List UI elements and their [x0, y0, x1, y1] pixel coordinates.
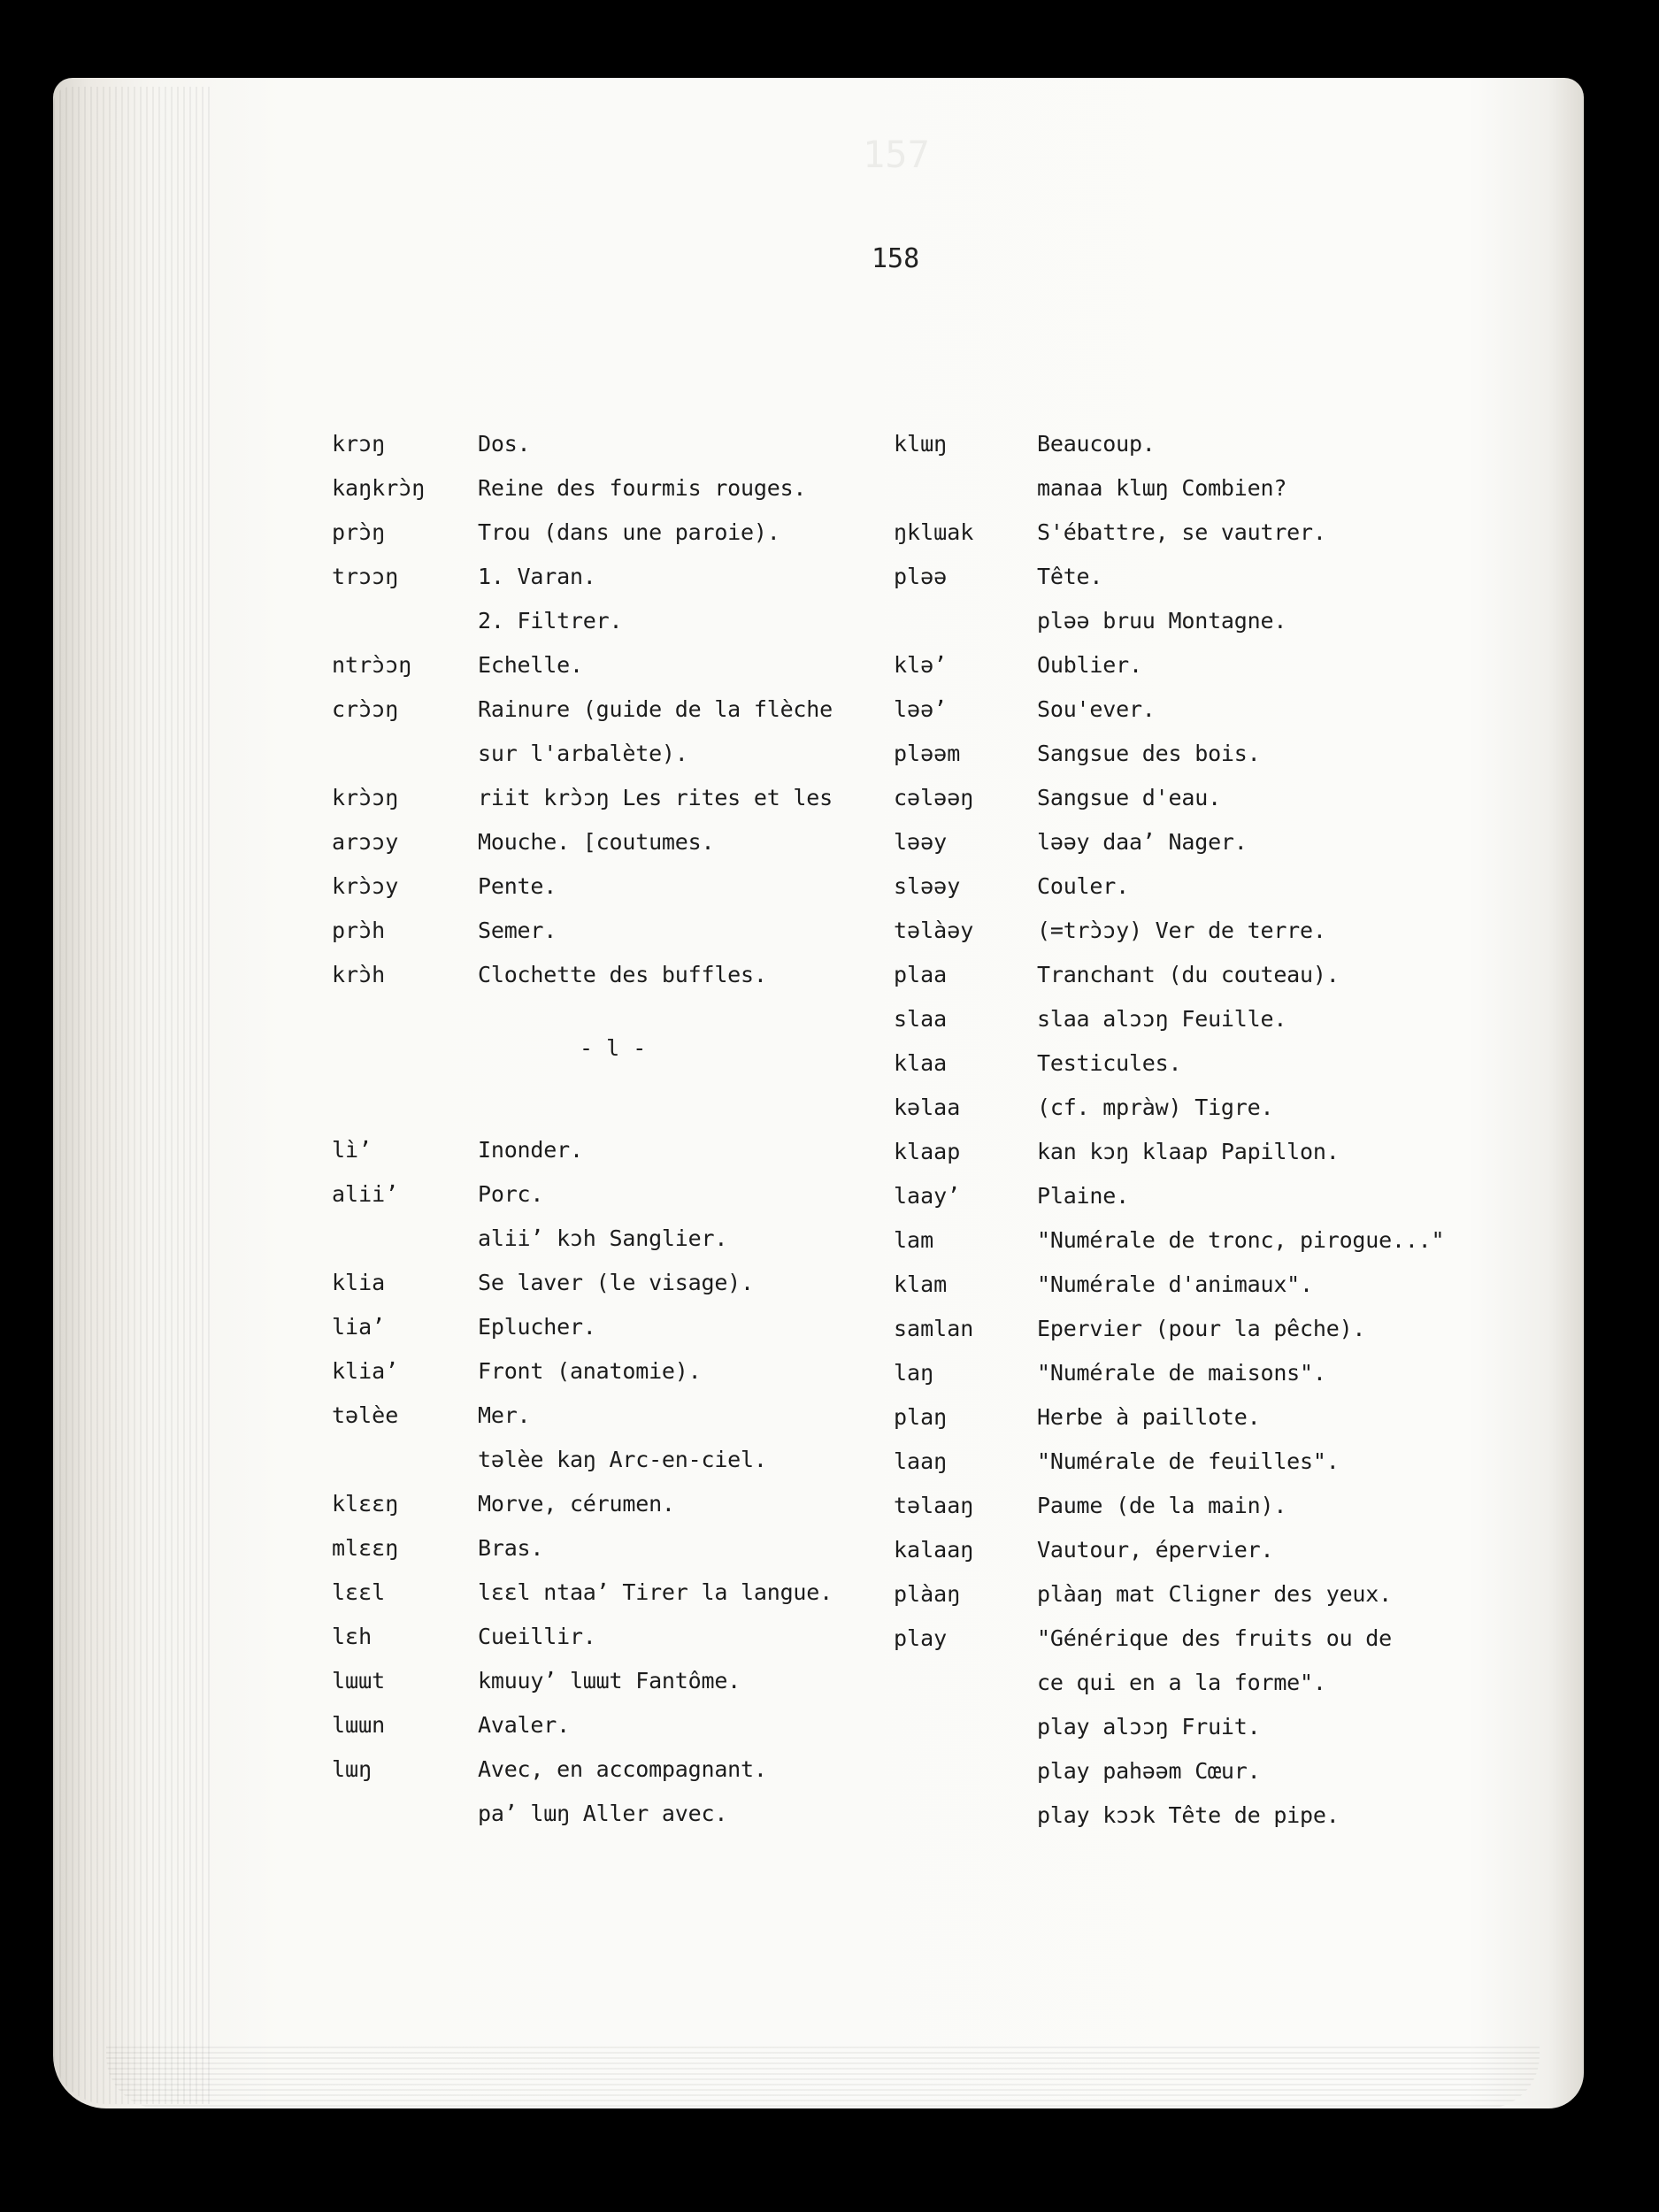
right-gloss: Tête. — [1037, 564, 1103, 589]
right-headword: plaŋ — [894, 1404, 948, 1430]
right-headword: klam — [894, 1271, 948, 1297]
right-headword: klaap — [894, 1139, 961, 1164]
right-headword: sləəy — [894, 873, 961, 899]
book — [53, 78, 1584, 2108]
right-gloss: Vautour, épervier. — [1037, 1537, 1274, 1563]
left-headword: lɯŋ — [332, 1756, 373, 1782]
left-headword: aliiʼ — [332, 1181, 399, 1207]
left-gloss: lɛɛl ntaaʼ Tirer la langue. — [478, 1579, 833, 1605]
page-edges-bottom — [106, 2047, 1540, 2108]
left-gloss: Front (anatomie). — [478, 1358, 702, 1384]
right-gloss: Oublier. — [1037, 652, 1142, 678]
right-gloss: "Numérale d'animaux". — [1037, 1271, 1313, 1297]
left-headword: liaʼ — [332, 1314, 386, 1340]
right-gloss: Epervier (pour la pêche). — [1037, 1316, 1366, 1341]
right-gloss: pləə bruu Montagne. — [1037, 608, 1287, 634]
left-gloss: Rainure (guide de la flèche — [478, 696, 833, 722]
right-gloss: play kɔɔk Tête de pipe. — [1037, 1802, 1340, 1828]
right-headword: pləəm — [894, 741, 961, 766]
right-gloss: (cf. mpràw) Tigre. — [1037, 1094, 1274, 1120]
right-headword: ləəʼ — [894, 696, 948, 722]
left-gloss: Se laver (le visage). — [478, 1270, 754, 1295]
left-gloss: Pente. — [478, 873, 557, 899]
left-gloss: Eplucher. — [478, 1314, 596, 1340]
left-gloss: aliiʼ kɔh Sanglier. — [478, 1225, 728, 1251]
left-gloss: paʼ lɯŋ Aller avec. — [478, 1801, 728, 1826]
right-gloss: Paume (de la main). — [1037, 1493, 1287, 1518]
right-gloss: Herbe à paillote. — [1037, 1404, 1261, 1430]
right-headword: təlàəy — [894, 918, 974, 943]
left-headword: təlèe — [332, 1402, 399, 1428]
left-headword: prɔ̀h — [332, 918, 386, 943]
right-gloss: Tranchant (du couteau). — [1037, 962, 1340, 987]
left-headword: klɛɛŋ — [332, 1491, 399, 1517]
left-gloss: sur l'arbalète). — [478, 741, 688, 766]
right-gloss: play pahəəm Cœur. — [1037, 1758, 1261, 1784]
left-gloss: Inonder. — [478, 1137, 583, 1163]
right-headword: lam — [894, 1227, 934, 1253]
left-gloss: Mouche. [coutumes. — [478, 829, 715, 855]
left-headword: klia — [332, 1270, 386, 1295]
right-headword: kəlaa — [894, 1094, 961, 1120]
left-gloss: kmuuyʼ lɯɯt Fantôme. — [478, 1668, 741, 1694]
left-gloss: Semer. — [478, 918, 557, 943]
left-headword: lɯɯn — [332, 1712, 386, 1738]
right-headword: ŋklɯak — [894, 519, 974, 545]
left-headword: krɔŋ — [332, 431, 386, 457]
right-headword: pləə — [894, 564, 948, 589]
left-headword: arɔɔy — [332, 829, 399, 855]
right-gloss: S'ébattre, se vautrer. — [1037, 519, 1326, 545]
right-headword: laŋ — [894, 1360, 934, 1386]
left-headword: krɔ̀ɔy — [332, 873, 399, 899]
left-gloss: Reine des fourmis rouges. — [478, 475, 807, 501]
left-headword: kliaʼ — [332, 1358, 399, 1384]
right-headword: təlaaŋ — [894, 1493, 974, 1518]
left-gloss: Cueillir. — [478, 1624, 596, 1649]
right-gloss: "Numérale de tronc, pirogue..." — [1037, 1227, 1445, 1253]
left-headword: lɛh — [332, 1624, 373, 1649]
left-gloss: Clochette des buffles. — [478, 962, 767, 987]
left-gloss: Porc. — [478, 1181, 544, 1207]
left-headword: lɯɯt — [332, 1668, 386, 1694]
right-gloss: play alɔɔŋ Fruit. — [1037, 1714, 1261, 1740]
left-gloss: Mer. — [478, 1402, 531, 1428]
left-gloss: Avaler. — [478, 1712, 570, 1738]
right-headword: klɯŋ — [894, 431, 948, 457]
right-headword: klaa — [894, 1050, 948, 1076]
right-gloss: ce qui en a la forme". — [1037, 1670, 1326, 1695]
right-gloss: slaa alɔɔŋ Feuille. — [1037, 1006, 1287, 1032]
left-headword: lɛɛl — [332, 1579, 386, 1605]
right-headword: samlan — [894, 1316, 974, 1341]
right-headword: kləʼ — [894, 652, 948, 678]
right-gloss: Couler. — [1037, 873, 1129, 899]
left-gloss: 1. Varan. — [478, 564, 596, 589]
left-gloss: Trou (dans une paroie). — [478, 519, 780, 545]
right-gloss: "Numérale de maisons". — [1037, 1360, 1326, 1386]
right-headword: kalaaŋ — [894, 1537, 974, 1563]
left-headword: kaŋkrɔ̀ŋ — [332, 475, 426, 501]
left-headword: ntrɔ̀ɔŋ — [332, 652, 412, 678]
right-gloss: manaa klɯŋ Combien? — [1037, 475, 1287, 501]
left-gloss: riit krɔ̀ɔŋ Les rites et les — [478, 785, 833, 810]
left-gloss: təlèe kaŋ Arc-en-ciel. — [478, 1447, 767, 1472]
right-gloss: Sangsue d'eau. — [1037, 785, 1221, 810]
right-gloss: kan kɔŋ klaap Papillon. — [1037, 1139, 1340, 1164]
page-edges-left — [53, 87, 212, 2104]
right-headword: plaa — [894, 962, 948, 987]
right-headword: ləəy — [894, 829, 948, 855]
right-gloss: ləəy daaʼ Nager. — [1037, 829, 1248, 855]
left-headword: trɔɔŋ — [332, 564, 399, 589]
right-gloss: "Générique des fruits ou de — [1037, 1625, 1392, 1651]
left-headword: mlɛɛŋ — [332, 1535, 399, 1561]
right-gloss: plàaŋ mat Cligner des yeux. — [1037, 1581, 1392, 1607]
left-gloss: Echelle. — [478, 652, 583, 678]
left-headword: prɔ̀ŋ — [332, 519, 386, 545]
left-headword: krɔ̀ɔŋ — [332, 785, 399, 810]
page — [53, 78, 1584, 2108]
left-gloss: Dos. — [478, 431, 531, 457]
left-gloss: Avec, en accompagnant. — [478, 1756, 767, 1782]
right-gloss: Testicules. — [1037, 1050, 1182, 1076]
right-gloss: (=trɔ̀ɔy) Ver de terre. — [1037, 918, 1326, 943]
section-marker: - l - — [580, 1035, 647, 1061]
right-gloss: "Numérale de feuilles". — [1037, 1448, 1340, 1474]
page-number: 158 — [872, 243, 920, 274]
right-headword: laayʼ — [894, 1183, 961, 1209]
right-headword: cələəŋ — [894, 785, 974, 810]
left-headword: crɔ̀ɔŋ — [332, 696, 399, 722]
left-gloss: 2. Filtrer. — [478, 608, 623, 634]
right-headword: plàaŋ — [894, 1581, 961, 1607]
right-gloss: Beaucoup. — [1037, 431, 1156, 457]
right-headword: laaŋ — [894, 1448, 948, 1474]
left-headword: krɔ̀h — [332, 962, 386, 987]
left-headword: lìʼ — [332, 1137, 373, 1163]
right-gloss: Sangsue des bois. — [1037, 741, 1261, 766]
left-gloss: Morve, cérumen. — [478, 1491, 675, 1517]
right-headword: slaa — [894, 1006, 948, 1032]
right-gloss: Plaine. — [1037, 1183, 1129, 1209]
right-headword: play — [894, 1625, 948, 1651]
right-gloss: Sou'ever. — [1037, 696, 1156, 722]
left-gloss: Bras. — [478, 1535, 544, 1561]
